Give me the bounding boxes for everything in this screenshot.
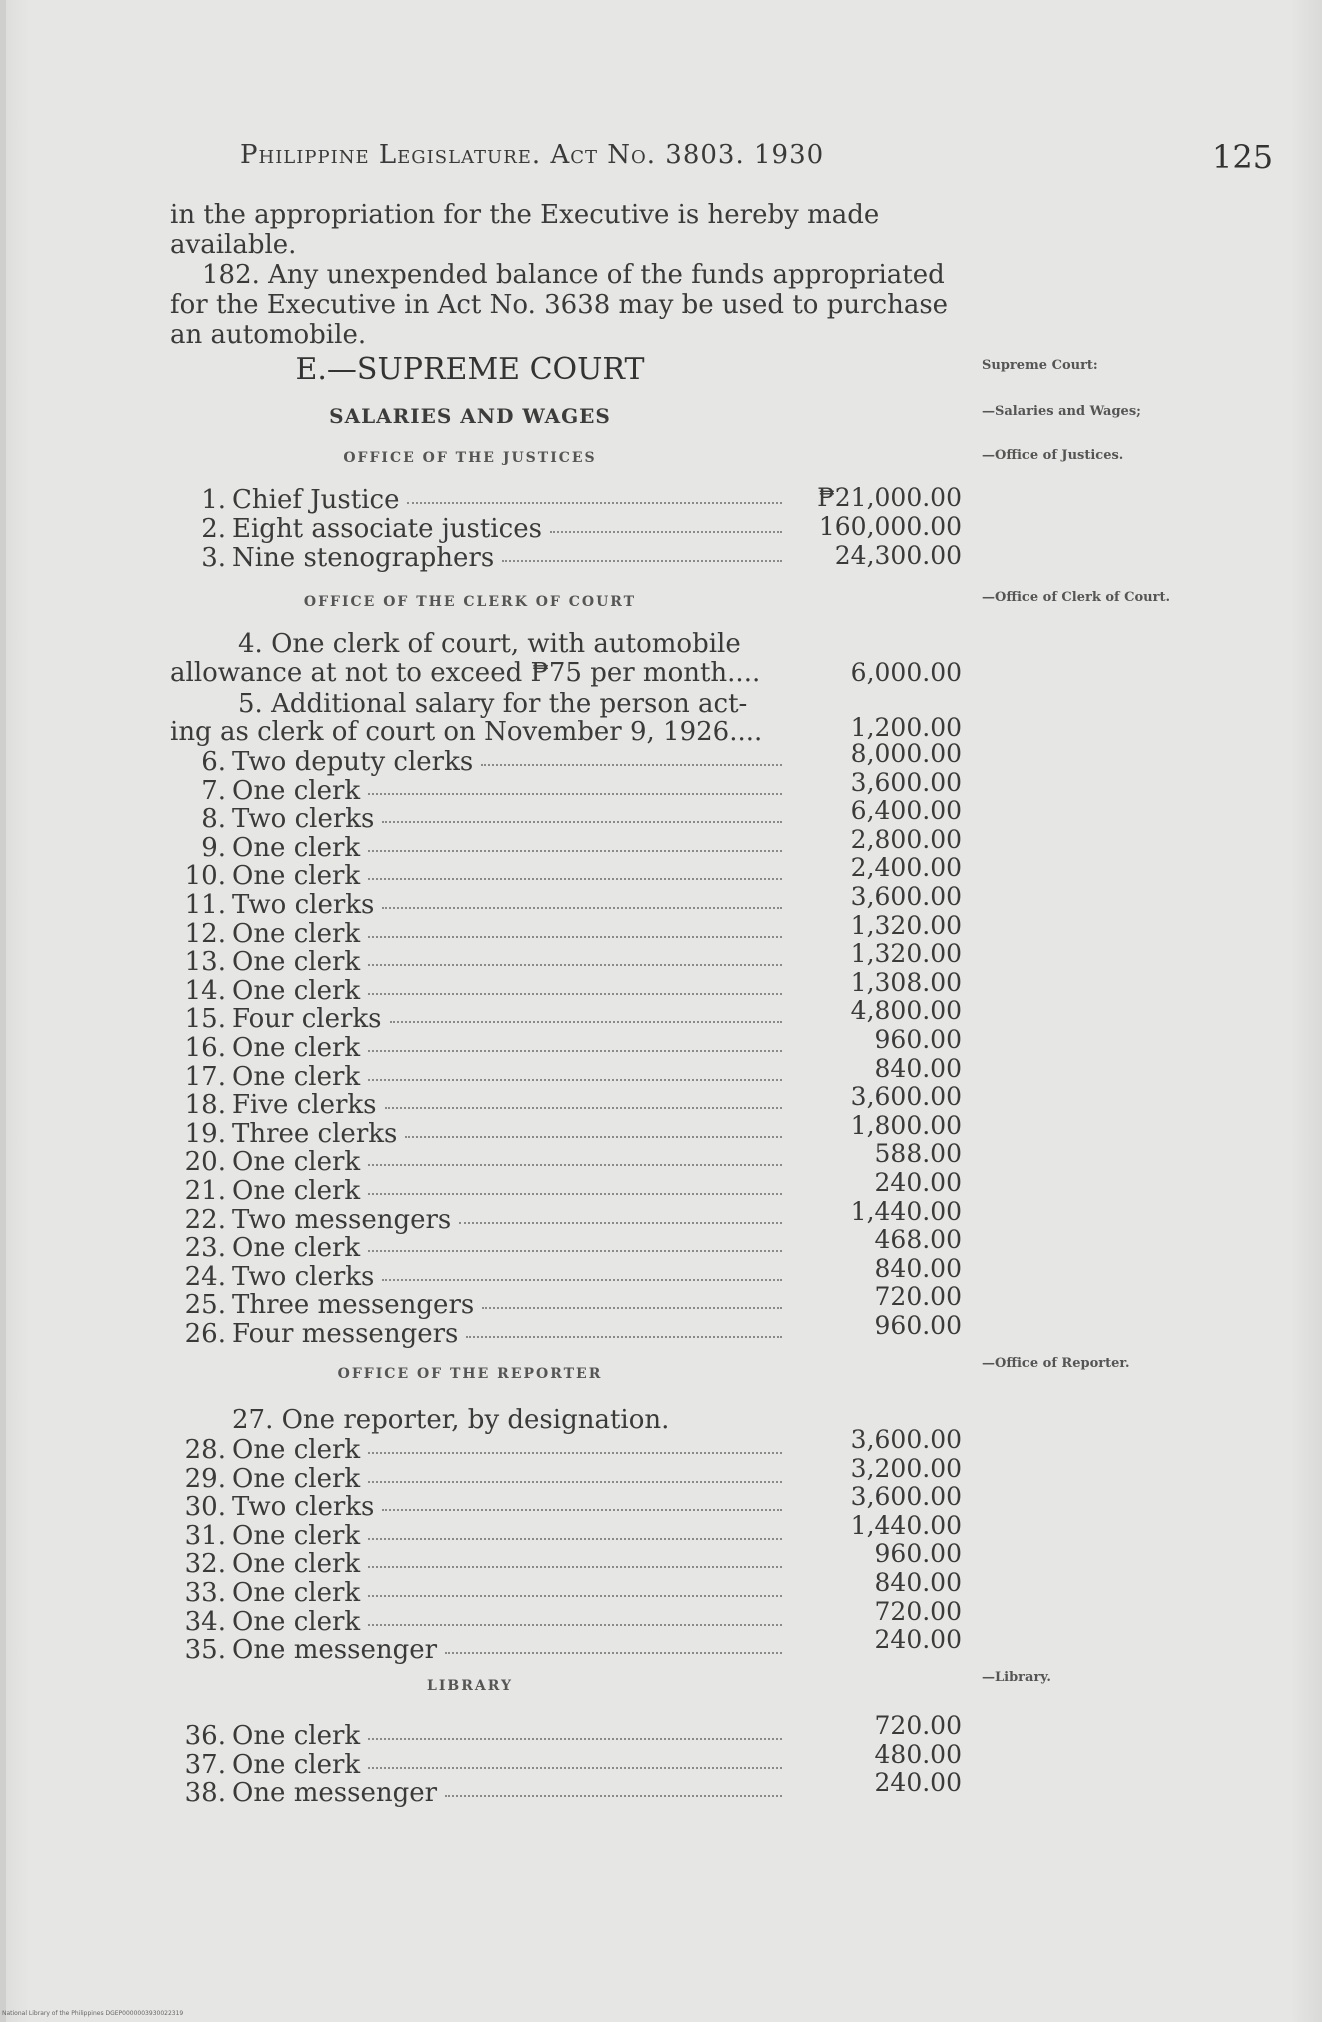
- margin-note-clerk: —Office of Clerk of Court.: [982, 590, 1171, 605]
- item-amount: 3,600.00: [850, 1482, 962, 1512]
- item-label: Five clerks: [232, 1090, 377, 1121]
- leader-dots: [405, 1136, 782, 1138]
- item-number: 19.: [184, 1118, 226, 1149]
- leader-dots: [368, 964, 782, 966]
- item-label: One clerk: [232, 1721, 361, 1751]
- item-number: 6.: [201, 747, 226, 777]
- intro-continuation: in the appropriation for the Executive is hereby made available.: [170, 200, 880, 260]
- scan-footer: National Library of the Philippines DGEP0000003930022319: [2, 2010, 184, 2017]
- item-5-amount: 1,200.00: [850, 713, 962, 742]
- item-number: 2.: [201, 514, 226, 544]
- item-amount: 720.00: [874, 1596, 962, 1626]
- item-label: Two clerks: [232, 1261, 375, 1292]
- item-label: Four messengers: [232, 1319, 459, 1349]
- item-amount: 24,300.00: [834, 541, 962, 570]
- item-amount: 840.00: [874, 1053, 962, 1083]
- office-heading-library: LIBRARY: [427, 1678, 513, 1694]
- leader-dots: [382, 907, 782, 909]
- item-amount: 6,400.00: [850, 796, 962, 826]
- item-label: Eight associate justices: [232, 514, 542, 544]
- item-amount: 720.00: [874, 1711, 962, 1740]
- item-number: 26.: [184, 1319, 226, 1349]
- item-amount: 468.00: [874, 1225, 962, 1255]
- item-4-amount: 6,000.00: [850, 658, 962, 687]
- leader-dots: [368, 1079, 782, 1081]
- item-number: 17.: [184, 1061, 226, 1092]
- leader-dots: [368, 1595, 782, 1597]
- item-amount: 2,800.00: [850, 824, 962, 854]
- item-label: One clerk: [232, 1033, 361, 1063]
- margin-note-reporter: —Office of Reporter.: [982, 1356, 1130, 1371]
- item-number: 35.: [184, 1635, 226, 1666]
- leader-dots: [368, 1566, 782, 1568]
- item-label: One clerk: [232, 947, 361, 978]
- item-amount: 3,200.00: [850, 1453, 962, 1483]
- item-amount: 1,800.00: [850, 1110, 962, 1140]
- item-number: 30.: [184, 1492, 226, 1523]
- office-heading-reporter: OFFICE OF THE REPORTER: [337, 1366, 603, 1382]
- office-heading-justices: OFFICE OF THE JUSTICES: [343, 450, 597, 466]
- item-amount: 720.00: [874, 1282, 962, 1312]
- item-number: 20.: [184, 1147, 226, 1178]
- item-label: One clerk: [232, 1435, 361, 1465]
- leader-dots: [368, 1050, 782, 1052]
- leader-dots: [368, 850, 782, 852]
- leader-dots: [368, 1164, 782, 1166]
- item-label: One clerk: [232, 918, 361, 949]
- item-amount: 3,600.00: [850, 1082, 962, 1112]
- item-label: Two messengers: [232, 1204, 452, 1235]
- item-amount: 1,320.00: [850, 910, 962, 940]
- item-number: 23.: [184, 1233, 226, 1264]
- item-amount: 3,600.00: [850, 882, 962, 911]
- item-label: One clerk: [232, 832, 361, 863]
- item-amount: 240.00: [874, 1168, 962, 1197]
- item-label: Three messengers: [232, 1290, 475, 1321]
- item-label: Four clerks: [232, 1004, 382, 1035]
- item-label: One clerk: [232, 1463, 361, 1494]
- item-label: Two deputy clerks: [232, 747, 474, 777]
- item-amount: 960.00: [874, 1025, 962, 1054]
- item-label: Two clerks: [232, 804, 375, 835]
- item-number: 11.: [184, 890, 226, 920]
- leader-dots: [466, 1336, 782, 1338]
- item-number: 28.: [184, 1435, 226, 1465]
- leader-dots: [368, 1452, 782, 1454]
- item-amount: 4,800.00: [850, 996, 962, 1026]
- office-heading-clerk: OFFICE OF THE CLERK OF COURT: [303, 594, 637, 610]
- item-label: One clerk: [232, 975, 361, 1006]
- item-amount: 480.00: [874, 1739, 962, 1769]
- item-label: One clerk: [232, 1520, 361, 1551]
- leader-dots: [445, 1652, 782, 1654]
- item-label: Nine stenographers: [232, 543, 495, 573]
- item-label: One clerk: [232, 1061, 361, 1092]
- item-label: One clerk: [232, 775, 361, 806]
- item-number: 32.: [184, 1549, 226, 1580]
- leader-dots: [502, 560, 782, 562]
- leader-dots: [382, 821, 782, 823]
- paragraph-182: 182. Any unexpended balance of the funds appropriated for the Executive in Act No. 3638 may be used to purchase an automobile.: [170, 260, 949, 350]
- item-number: 15.: [184, 1004, 226, 1035]
- leader-dots: [445, 1795, 782, 1797]
- item-number: 24.: [184, 1261, 226, 1292]
- item-label: One clerk: [232, 1233, 361, 1264]
- item-label: One clerk: [232, 1749, 361, 1780]
- item-5-line1: 5. Additional salary for the person act-: [238, 689, 748, 719]
- item-number: 34.: [184, 1606, 226, 1637]
- section-title: E.—SUPREME COURT: [295, 352, 645, 387]
- item-label: One clerk: [232, 861, 361, 892]
- page-edge: [0, 0, 6, 2022]
- leader-dots: [368, 1767, 782, 1769]
- item-number: 8.: [201, 804, 226, 835]
- item-amount: 960.00: [874, 1539, 962, 1569]
- item-number: 38.: [184, 1778, 226, 1809]
- leader-dots: [368, 936, 782, 938]
- item-amount: 2,400.00: [850, 853, 962, 883]
- leader-dots: [368, 993, 782, 995]
- item-number: 12.: [184, 918, 226, 949]
- item-4-line1: 4. One clerk of court, with automobile: [238, 629, 741, 659]
- item-label: Chief Justice: [232, 485, 400, 515]
- item-4-line2: allowance at not to exceed ₱75 per month....: [170, 658, 761, 688]
- item-number: 29.: [184, 1463, 226, 1494]
- leader-dots: [368, 1193, 782, 1195]
- leader-dots: [390, 1021, 783, 1023]
- item-amount: 960.00: [874, 1311, 962, 1340]
- margin-note-supreme-court: Supreme Court:: [982, 358, 1098, 373]
- item-label: One clerk: [232, 1549, 361, 1580]
- item-number: 13.: [184, 947, 226, 978]
- item-amount: ₱21,000.00: [817, 483, 962, 512]
- margin-note-salaries: —Salaries and Wages;: [982, 404, 1141, 419]
- item-label: One messenger: [232, 1635, 438, 1666]
- item-number: 7.: [201, 775, 226, 806]
- item-amount: 160,000.00: [818, 512, 962, 541]
- item-number: 37.: [184, 1749, 226, 1780]
- leader-dots: [385, 1107, 783, 1109]
- item-number: 33.: [184, 1578, 226, 1608]
- item-amount: 588.00: [874, 1139, 962, 1169]
- item-number: 9.: [201, 832, 226, 863]
- leader-dots: [550, 531, 782, 533]
- item-amount: 240.00: [874, 1625, 962, 1655]
- page-number: 125: [1212, 138, 1274, 176]
- item-number: 16.: [184, 1033, 226, 1063]
- margin-note-justices: —Office of Justices.: [982, 448, 1124, 463]
- item-label: Three clerks: [232, 1118, 398, 1149]
- item-5-line2: ing as clerk of court on November 9, 1926....: [170, 717, 763, 747]
- leader-dots: [482, 1307, 782, 1309]
- leader-dots: [459, 1222, 782, 1224]
- item-number: 25.: [184, 1290, 226, 1321]
- leader-dots: [481, 764, 782, 766]
- item-number: 21.: [184, 1176, 226, 1206]
- item-27-reporter: 27. One reporter, by designation.: [232, 1405, 670, 1435]
- leader-dots: [368, 1538, 782, 1540]
- item-label: One clerk: [232, 1578, 361, 1608]
- item-amount: 840.00: [874, 1253, 962, 1283]
- item-number: 18.: [184, 1090, 226, 1121]
- item-amount: 8,000.00: [850, 739, 962, 768]
- item-number: 10.: [184, 861, 226, 892]
- item-amount: 1,320.00: [850, 939, 962, 969]
- item-amount: 3,600.00: [850, 1425, 962, 1454]
- item-number: 22.: [184, 1204, 226, 1235]
- item-number: 36.: [184, 1721, 226, 1751]
- leader-dots: [368, 1624, 782, 1626]
- item-label: One messenger: [232, 1778, 438, 1809]
- item-number: 14.: [184, 975, 226, 1006]
- item-amount: 840.00: [874, 1568, 962, 1597]
- leader-dots: [407, 502, 782, 504]
- leader-dots: [368, 793, 782, 795]
- running-head: Philippine Legislature. Act No. 3803. 1930: [240, 140, 825, 170]
- item-amount: 240.00: [874, 1768, 962, 1798]
- leader-dots: [368, 878, 782, 880]
- item-amount: 1,440.00: [850, 1196, 962, 1226]
- item-number: 31.: [184, 1520, 226, 1551]
- item-number: 3.: [201, 543, 226, 573]
- item-label: Two clerks: [232, 890, 375, 920]
- item-label: One clerk: [232, 1147, 361, 1178]
- margin-note-library: —Library.: [982, 1670, 1051, 1685]
- item-label: One clerk: [232, 1176, 361, 1206]
- leader-dots: [368, 1250, 782, 1252]
- leader-dots: [382, 1279, 782, 1281]
- item-number: 1.: [201, 485, 226, 515]
- leader-dots: [368, 1738, 782, 1740]
- item-amount: 1,308.00: [850, 967, 962, 997]
- item-amount: 3,600.00: [850, 767, 962, 797]
- leader-dots: [368, 1481, 782, 1483]
- item-amount: 1,440.00: [850, 1510, 962, 1540]
- item-label: Two clerks: [232, 1492, 375, 1523]
- leader-dots: [382, 1509, 782, 1511]
- section-subtitle: SALARIES AND WAGES: [329, 404, 611, 428]
- item-label: One clerk: [232, 1606, 361, 1637]
